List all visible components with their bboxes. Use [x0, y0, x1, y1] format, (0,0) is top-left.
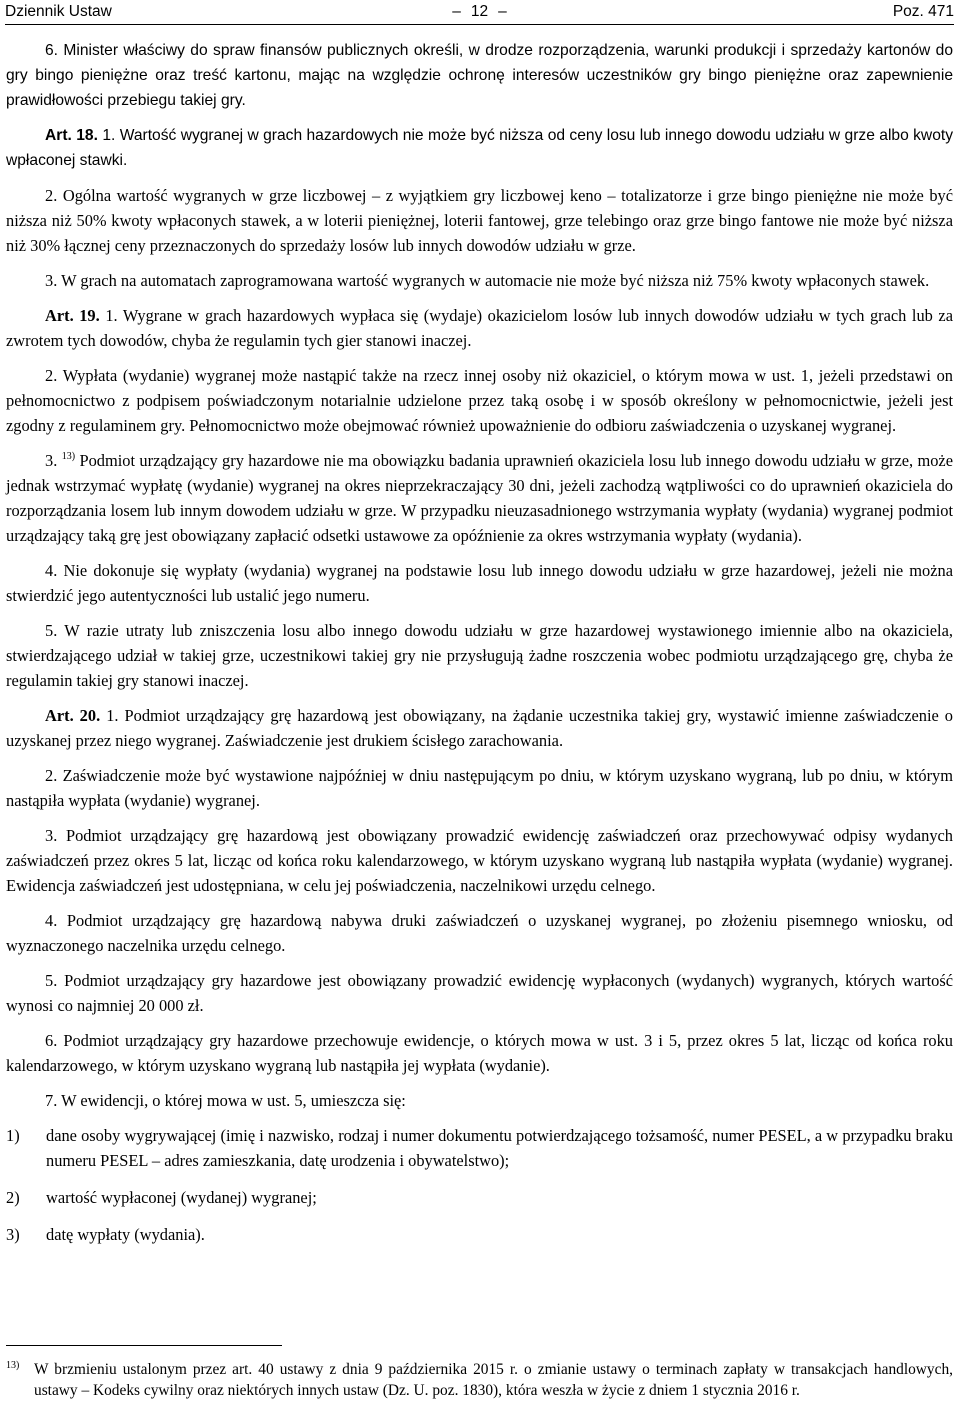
paragraph: 5. Podmiot urządzający gry hazardowe jest obowiązany prowadzić ewidencję wypłaconych (wydanych) wygranych, których wartość wynosi co najmniej 20 000 zł.	[6, 971, 953, 1015]
list-item-text: wartość wypłaconej (wydanej) wygranej;	[46, 1188, 317, 1207]
list-item-text: datę wypłaty (wydania).	[46, 1225, 205, 1244]
article-heading: Art. 20.	[45, 706, 101, 725]
journal-title: Dziennik Ustaw	[5, 3, 112, 20]
paragraph: 2. Wypłata (wydanie) wygranej może nastąpić także na rzecz innej osoby niż okaziciel, o którym mowa w ust. 1, jeżeli przedstawi on pełnomocnictwo z podpisem poświadczonym notarialnie udzielone przez taką osobę i w sposób określony w pełnomocnictwie, jeżeli jest zgodny z regulaminem gry. Pełnomocnictwo może obejmować również upoważnienie do odbioru zaświadczenia o uzyskanej wygranej.	[6, 366, 953, 435]
paragraph: 3. W grach na automatach zaprogramowana wartość wygranych w automacie nie może być niższa niż 75% kwoty wpłaconych stawek.	[45, 271, 930, 290]
list-item-number: 2)	[6, 1188, 20, 1207]
paragraph: 6. Minister właściwy do spraw finansów publicznych określi, w drodze rozporządzenia, warunki produkcji i sprzedaży kartonów do gry bingo pieniężne oraz treść kartonu, mając na względzie ochronę interesów uczestników gry bingo pieniężne oraz zapewnienie prawidłowości przebiegu takiej gry.	[6, 42, 953, 109]
paragraph: 3. Podmiot urządzający grę hazardową jest obowiązany prowadzić ewidencję zaświadczeń oraz przechowywać odpisy wydanych zaświadczeń przez okres 5 lat, licząc od końca roku kalendarzowego, w którym uzyskano wygraną lub nastąpiła wypłata (wydanie) wygranej. Ewidencja zaświadczeń jest udostępniana, w celu jej poświadczenia, naczelnikowi urzędu celnego.	[6, 826, 953, 895]
position-number: Poz. 471	[892, 3, 954, 20]
paragraph: 6. Podmiot urządzający gry hazardowe przechowuje ewidencje, o których mowa w ust. 3 i 5, przez okres 5 lat, licząc od końca roku kalendarzowego, w którym uzyskano wygraną lub nastąpiła jej wypłata (wydanie).	[6, 1031, 953, 1075]
paragraph: 5. W razie utraty lub zniszczenia losu albo innego dowodu udziału w grze hazardowej wystawionego imiennie albo na okaziciela, stwierdzającego udział w takiej grze, uczestnikowi takiej gry nie przysługują żadne roszczenia wobec podmiotu urządzającego grę, chyba że regulamin takiej gry stanowi inaczej.	[6, 621, 953, 690]
paragraph: 2. Ogólna wartość wygranych w grze liczbowej – z wyjątkiem gry liczbowej keno – totalizatorze i grze bingo pieniężne nie może być niższa niż 50% kwoty wpłaconych stawek, a w loterii pieniężnej, loterii fantowej, grze telebingo oraz grze bingo fantowe nie może być niższa niż 30% łącznej ceny przeznaczonych do sprzedaży losów lub innych dowodów udziału w grze.	[6, 186, 953, 255]
paragraph: 3. $^{13)}$ Podmiot urządzający gry hazardowe nie ma obowiązku badania uprawnień okaziciela losu lub innego dowodu udziału w grze, może jednak wstrzymać wypłatę (wydanie) wygranej na okres nieprzekraczający 30 dni, jeżeli zachodzą wątpliwości co do uprawnień okaziciela do rozporządzania losem lub innym dowodem udziału w grze. W przypadku nieuzasadnionego wstrzymania wypłaty (wydania) wygranej podmiot urządzający taką grę jest obowiązany zapłacić odsetki ustawowe za opóźnienie za okres wstrzymania wypłaty (wydania).	[6, 451, 953, 545]
page-header	[5, 0, 954, 25]
footnote	[6, 1359, 953, 1401]
footnote-separator	[6, 1345, 282, 1346]
list-item	[6, 1123, 953, 1173]
paragraph: 4. Nie dokonuje się wypłaty (wydania) wygranej na podstawie losu lub innego dowodu udziału w grze hazardowej, jeżeli nie można stwierdzić jego autentyczności lub ustalić jego numeru.	[6, 561, 953, 605]
article-20-paragraph-1: Art. 20. 1. Podmiot urządzający grę hazardową jest obowiązany, na żądanie uczestnika takiej gry, wystawić imienne zaświadczenie o uzyskanej przez niego wygranej. Zaświadczenie jest drukiem ścisłego zarachowania.	[6, 706, 953, 750]
footnote-text: W brzmieniu ustalonym przez art. 40 ustawy z dnia 9 października 2015 r. o zmianie ustawy o terminach zapłaty w transakcjach handlowych, ustawy – Kodeks cywilny oraz niektórych innych ustaw (Dz. U. poz. 1830), która weszła w życie z dniem 1 stycznia 2016 r.	[34, 1361, 953, 1399]
article-heading: Art. 18.	[45, 127, 98, 144]
footnote-mark: 13)	[6, 1360, 20, 1371]
article-18-paragraph-1: Art. 18. 1. Wartość wygranej w grach hazardowych nie może być niższa od ceny losu lub innego dowodu udziału w grze albo kwoty wpłaconej stawki.	[6, 127, 953, 169]
list-item	[6, 1185, 953, 1210]
article-19-paragraph-1: Art. 19. 1. Wygrane w grach hazardowych wypłaca się (wydaje) okazicielom losów lub innych dowodów udziału w tych grach lub za zwrotem tych dowodów, chyba że regulamin tych gier stanowi inaczej.	[6, 306, 953, 350]
list-item-number: 3)	[6, 1225, 20, 1244]
page-number-value: 12	[470, 3, 489, 20]
enumerated-list	[6, 1123, 953, 1247]
document-body	[6, 38, 953, 1259]
paragraph: 2. Zaświadczenie może być wystawione najpóźniej w dniu następującym po dniu, w którym uzyskano wygraną, lub po dniu, w którym nastąpiła wypłata (wydanie) wygranej.	[6, 766, 953, 810]
footnote-reference[interactable]: 13)	[61, 451, 76, 462]
list-item-number: 1)	[6, 1126, 20, 1145]
article-heading: Art. 19.	[45, 306, 100, 325]
paragraph: 4. Podmiot urządzający grę hazardową nabywa druki zaświadczeń o uzyskanej wygranej, po złożeniu pisemnego wniosku, od wyznaczonego naczelnika urzędu celnego.	[6, 911, 953, 955]
list-item	[6, 1222, 953, 1247]
page-number: – 12 –	[452, 3, 507, 20]
list-item-text: dane osoby wygrywającej (imię i nazwisko, rodzaj i numer dokumentu potwierdzającego tożsamość, numer PESEL, a w przypadku braku numeru PESEL – adres zamieszkania, datę urodzenia i obywatelstwo);	[46, 1126, 953, 1170]
paragraph: 7. W ewidencji, o której mowa w ust. 5, umieszcza się:	[45, 1091, 406, 1110]
